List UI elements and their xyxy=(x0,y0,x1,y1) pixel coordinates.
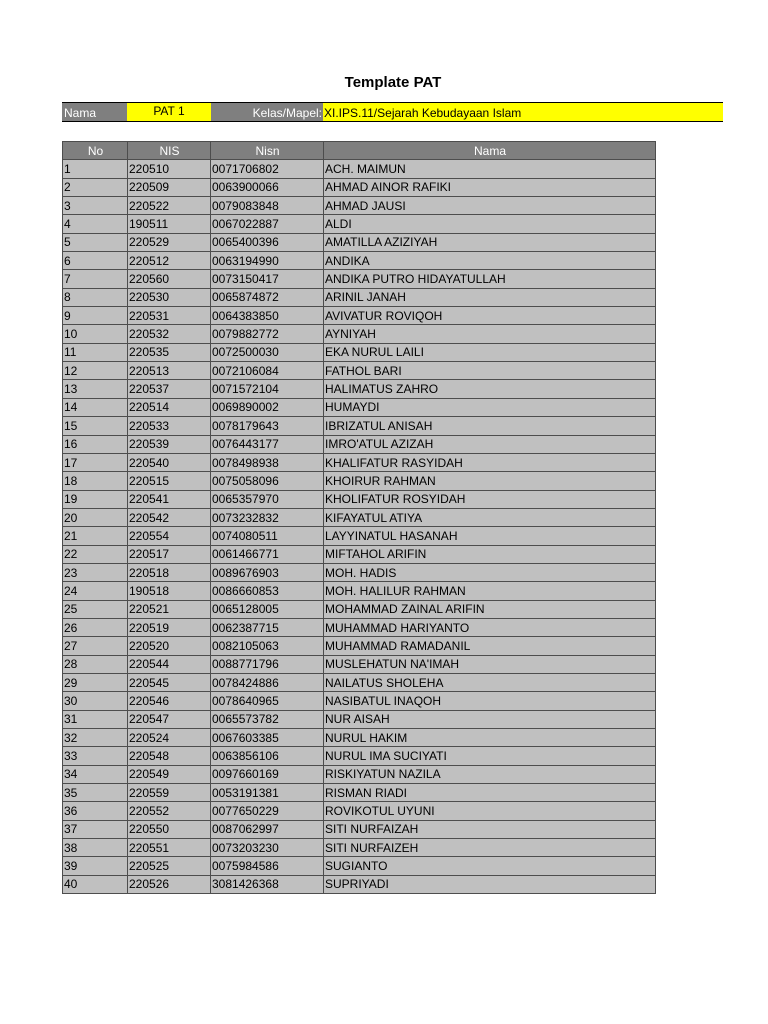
cell-nisn[interactable]: 0073232832 xyxy=(211,508,324,526)
cell-nis[interactable]: 220520 xyxy=(128,637,211,655)
cell-nama[interactable]: MOH. HALILUR RAHMAN xyxy=(324,582,656,600)
nama-label: Nama xyxy=(62,102,127,122)
cell-nama[interactable]: MOHAMMAD ZAINAL ARIFIN xyxy=(324,600,656,618)
cell-nisn[interactable]: 0073203230 xyxy=(211,839,324,857)
cell-nisn[interactable]: 0063900066 xyxy=(211,178,324,196)
cell-nama[interactable]: NAILATUS SHOLEHA xyxy=(324,673,656,691)
cell-nis[interactable]: 220541 xyxy=(128,490,211,508)
cell-no[interactable]: 32 xyxy=(63,729,128,747)
cell-no[interactable]: 6 xyxy=(63,252,128,270)
table-row xyxy=(63,765,656,783)
cell-nisn[interactable]: 0076443177 xyxy=(211,435,324,453)
header-nisn[interactable]: Nisn xyxy=(211,142,324,160)
cell-no[interactable]: 20 xyxy=(63,508,128,526)
cell-nis[interactable]: 190518 xyxy=(128,582,211,600)
cell-nis[interactable]: 220540 xyxy=(128,453,211,471)
cell-nama[interactable]: NUR AISAH xyxy=(324,710,656,728)
cell-nama[interactable]: MUHAMMAD RAMADANIL xyxy=(324,637,656,655)
cell-nama[interactable]: HALIMATUS ZAHRO xyxy=(324,380,656,398)
cell-nisn[interactable]: 0072106084 xyxy=(211,362,324,380)
cell-nama[interactable]: KHALIFATUR RASYIDAH xyxy=(324,453,656,471)
table-row xyxy=(63,618,656,636)
cell-nisn[interactable]: 0075984586 xyxy=(211,857,324,875)
cell-nis[interactable]: 220532 xyxy=(128,325,211,343)
cell-nis[interactable]: 220522 xyxy=(128,197,211,215)
student-table xyxy=(62,141,656,894)
cell-no[interactable]: 12 xyxy=(63,362,128,380)
table-row xyxy=(63,233,656,251)
table-row xyxy=(63,417,656,435)
cell-no[interactable]: 40 xyxy=(63,875,128,893)
cell-nama[interactable]: ANDIKA PUTRO HIDAYATULLAH xyxy=(324,270,656,288)
cell-nama[interactable]: RISMAN RIADI xyxy=(324,784,656,802)
cell-no[interactable]: 37 xyxy=(63,820,128,838)
cell-nis[interactable]: 220533 xyxy=(128,417,211,435)
cell-nama[interactable]: LAYYINATUL HASANAH xyxy=(324,527,656,545)
cell-no[interactable]: 13 xyxy=(63,380,128,398)
table-row xyxy=(63,435,656,453)
table-row xyxy=(63,582,656,600)
cell-nis[interactable]: 220546 xyxy=(128,692,211,710)
cell-no[interactable]: 28 xyxy=(63,655,128,673)
cell-nama[interactable]: IMRO'ATUL AZIZAH xyxy=(324,435,656,453)
cell-nis[interactable]: 220519 xyxy=(128,618,211,636)
cell-no[interactable]: 4 xyxy=(63,215,128,233)
cell-nisn[interactable]: 0071572104 xyxy=(211,380,324,398)
table-row xyxy=(63,784,656,802)
table-row xyxy=(63,508,656,526)
cell-nama[interactable]: AHMAD AINOR RAFIKI xyxy=(324,178,656,196)
cell-no[interactable]: 22 xyxy=(63,545,128,563)
cell-no[interactable]: 9 xyxy=(63,307,128,325)
table-row xyxy=(63,197,656,215)
cell-nama[interactable]: SITI NURFAIZEH xyxy=(324,839,656,857)
cell-nisn[interactable]: 0086660853 xyxy=(211,582,324,600)
cell-nisn[interactable]: 0078424886 xyxy=(211,673,324,691)
cell-nisn[interactable]: 0065357970 xyxy=(211,490,324,508)
cell-nis[interactable]: 220521 xyxy=(128,600,211,618)
cell-no[interactable]: 2 xyxy=(63,178,128,196)
cell-no[interactable]: 19 xyxy=(63,490,128,508)
cell-nisn[interactable]: 0065400396 xyxy=(211,233,324,251)
table-row xyxy=(63,527,656,545)
cell-nama[interactable]: SITI NURFAIZAH xyxy=(324,820,656,838)
table-row xyxy=(63,600,656,618)
cell-nis[interactable]: 220515 xyxy=(128,472,211,490)
table-row xyxy=(63,160,656,178)
cell-nisn[interactable]: 0077650229 xyxy=(211,802,324,820)
cell-nama[interactable]: ANDIKA xyxy=(324,252,656,270)
table-header-row xyxy=(63,142,656,160)
cell-nama[interactable]: KHOIRUR RAHMAN xyxy=(324,472,656,490)
cell-nisn[interactable]: 0078498938 xyxy=(211,453,324,471)
header-nama[interactable]: Nama xyxy=(324,142,656,160)
cell-nis[interactable]: 220542 xyxy=(128,508,211,526)
table-row xyxy=(63,673,656,691)
cell-nis[interactable]: 220559 xyxy=(128,784,211,802)
cell-no[interactable]: 11 xyxy=(63,343,128,361)
cell-nisn[interactable]: 3081426368 xyxy=(211,875,324,893)
cell-nis[interactable]: 220526 xyxy=(128,875,211,893)
table-row xyxy=(63,380,656,398)
cell-nisn[interactable]: 0067603385 xyxy=(211,729,324,747)
page-title: Template PAT xyxy=(344,74,442,91)
cell-nama[interactable]: RISKIYATUN NAZILA xyxy=(324,765,656,783)
cell-no[interactable]: 26 xyxy=(63,618,128,636)
cell-nama[interactable]: AHMAD JAUSI xyxy=(324,197,656,215)
cell-nama[interactable]: FATHOL BARI xyxy=(324,362,656,380)
cell-nama[interactable]: KHOLIFATUR ROSYIDAH xyxy=(324,490,656,508)
cell-nama[interactable]: ALDI xyxy=(324,215,656,233)
cell-nisn[interactable]: 0053191381 xyxy=(211,784,324,802)
cell-no[interactable]: 18 xyxy=(63,472,128,490)
cell-nisn[interactable]: 0071706802 xyxy=(211,160,324,178)
cell-nama[interactable]: ACH. MAIMUN xyxy=(324,160,656,178)
cell-nama[interactable]: HUMAYDI xyxy=(324,398,656,416)
table-row xyxy=(63,362,656,380)
cell-nisn[interactable]: 0073150417 xyxy=(211,270,324,288)
cell-nis[interactable]: 220548 xyxy=(128,747,211,765)
cell-nis[interactable]: 220525 xyxy=(128,857,211,875)
cell-nama[interactable]: MUHAMMAD HARIYANTO xyxy=(324,618,656,636)
cell-nisn[interactable]: 0069890002 xyxy=(211,398,324,416)
cell-no[interactable]: 33 xyxy=(63,747,128,765)
table-row xyxy=(63,270,656,288)
cell-nisn[interactable]: 0064383850 xyxy=(211,307,324,325)
cell-nis[interactable]: 220549 xyxy=(128,765,211,783)
cell-nama[interactable]: AMATILLA AZIZIYAH xyxy=(324,233,656,251)
cell-no[interactable]: 14 xyxy=(63,398,128,416)
table-row xyxy=(63,472,656,490)
cell-no[interactable]: 3 xyxy=(63,197,128,215)
cell-nama[interactable]: AYNIYAH xyxy=(324,325,656,343)
table-row xyxy=(63,655,656,673)
cell-nis[interactable]: 220535 xyxy=(128,343,211,361)
cell-no[interactable]: 35 xyxy=(63,784,128,802)
cell-no[interactable]: 38 xyxy=(63,839,128,857)
table-row xyxy=(63,398,656,416)
cell-nis[interactable]: 220537 xyxy=(128,380,211,398)
cell-nisn[interactable]: 0072500030 xyxy=(211,343,324,361)
cell-no[interactable]: 34 xyxy=(63,765,128,783)
kelas-mapel-value-cell[interactable]: XI.IPS.11/Sejarah Kebudayaan Islam xyxy=(323,102,723,122)
cell-no[interactable]: 10 xyxy=(63,325,128,343)
cell-no[interactable]: 27 xyxy=(63,637,128,655)
table-row xyxy=(63,343,656,361)
cell-nis[interactable]: 220509 xyxy=(128,178,211,196)
cell-nama[interactable]: AVIVATUR ROVIQOH xyxy=(324,307,656,325)
cell-no[interactable]: 24 xyxy=(63,582,128,600)
cell-nis[interactable]: 220554 xyxy=(128,527,211,545)
cell-no[interactable]: 16 xyxy=(63,435,128,453)
kelas-mapel-label: Kelas/Mapel: xyxy=(211,102,323,122)
cell-nama[interactable]: NURUL IMA SUCIYATI xyxy=(324,747,656,765)
cell-nisn[interactable]: 0088771796 xyxy=(211,655,324,673)
cell-nisn[interactable]: 0065128005 xyxy=(211,600,324,618)
cell-nama[interactable]: KIFAYATUL ATIYA xyxy=(324,508,656,526)
cell-nama[interactable]: NASIBATUL INAQOH xyxy=(324,692,656,710)
cell-nama[interactable]: MUSLEHATUN NA'IMAH xyxy=(324,655,656,673)
table-row xyxy=(63,325,656,343)
cell-nis[interactable]: 220547 xyxy=(128,710,211,728)
cell-nis[interactable]: 220551 xyxy=(128,839,211,857)
cell-nisn[interactable]: 0065573782 xyxy=(211,710,324,728)
cell-nisn[interactable]: 0061466771 xyxy=(211,545,324,563)
cell-nama[interactable]: MOH. HADIS xyxy=(324,563,656,581)
cell-nis[interactable]: 220560 xyxy=(128,270,211,288)
table-row xyxy=(63,692,656,710)
table-row xyxy=(63,252,656,270)
cell-nisn[interactable]: 0075058096 xyxy=(211,472,324,490)
table-row xyxy=(63,820,656,838)
cell-no[interactable]: 31 xyxy=(63,710,128,728)
cell-nis[interactable]: 220524 xyxy=(128,729,211,747)
cell-nisn[interactable]: 0063856106 xyxy=(211,747,324,765)
cell-nis[interactable]: 220545 xyxy=(128,673,211,691)
table-row xyxy=(63,545,656,563)
cell-nisn[interactable]: 0079083848 xyxy=(211,197,324,215)
cell-no[interactable]: 7 xyxy=(63,270,128,288)
cell-nisn[interactable]: 0082105063 xyxy=(211,637,324,655)
cell-nisn[interactable]: 0063194990 xyxy=(211,252,324,270)
cell-nisn[interactable]: 0089676903 xyxy=(211,563,324,581)
cell-nis[interactable]: 220530 xyxy=(128,288,211,306)
cell-no[interactable]: 25 xyxy=(63,600,128,618)
cell-nama[interactable]: EKA NURUL LAILI xyxy=(324,343,656,361)
cell-nama[interactable]: ROVIKOTUL UYUNI xyxy=(324,802,656,820)
cell-nis[interactable]: 220514 xyxy=(128,398,211,416)
cell-nis[interactable]: 220512 xyxy=(128,252,211,270)
cell-no[interactable]: 5 xyxy=(63,233,128,251)
cell-nisn[interactable]: 0078179643 xyxy=(211,417,324,435)
cell-nisn[interactable]: 0074080511 xyxy=(211,527,324,545)
table-row xyxy=(63,307,656,325)
table-row xyxy=(63,490,656,508)
table-row xyxy=(63,802,656,820)
cell-nis[interactable]: 220544 xyxy=(128,655,211,673)
table-row xyxy=(63,453,656,471)
cell-no[interactable]: 30 xyxy=(63,692,128,710)
cell-nama[interactable]: SUPRIYADI xyxy=(324,875,656,893)
cell-nis[interactable]: 220531 xyxy=(128,307,211,325)
cell-no[interactable]: 36 xyxy=(63,802,128,820)
table-row xyxy=(63,857,656,875)
cell-no[interactable]: 15 xyxy=(63,417,128,435)
table-row xyxy=(63,563,656,581)
cell-no[interactable]: 29 xyxy=(63,673,128,691)
cell-nisn[interactable]: 0087062997 xyxy=(211,820,324,838)
header-nis[interactable]: NIS xyxy=(128,142,211,160)
cell-nama[interactable]: ARINIL JANAH xyxy=(324,288,656,306)
cell-no[interactable]: 1 xyxy=(63,160,128,178)
nama-value-cell[interactable]: PAT 1 xyxy=(127,102,211,122)
cell-no[interactable]: 39 xyxy=(63,857,128,875)
cell-nis[interactable]: 220517 xyxy=(128,545,211,563)
cell-nisn[interactable]: 0078640965 xyxy=(211,692,324,710)
table-row xyxy=(63,637,656,655)
table-row xyxy=(63,178,656,196)
cell-nis[interactable]: 220518 xyxy=(128,563,211,581)
table-row xyxy=(63,288,656,306)
cell-nisn[interactable]: 0062387715 xyxy=(211,618,324,636)
cell-no[interactable]: 17 xyxy=(63,453,128,471)
cell-nis[interactable]: 220552 xyxy=(128,802,211,820)
table-body xyxy=(63,160,656,894)
cell-no[interactable]: 21 xyxy=(63,527,128,545)
table-row xyxy=(63,875,656,893)
cell-nisn[interactable]: 0079882772 xyxy=(211,325,324,343)
table-row xyxy=(63,747,656,765)
cell-nama[interactable]: NURUL HAKIM xyxy=(324,729,656,747)
cell-nis[interactable]: 220513 xyxy=(128,362,211,380)
cell-nisn[interactable]: 0065874872 xyxy=(211,288,324,306)
cell-nisn[interactable]: 0067022887 xyxy=(211,215,324,233)
cell-nis[interactable]: 220550 xyxy=(128,820,211,838)
cell-nama[interactable]: MIFTAHOL ARIFIN xyxy=(324,545,656,563)
cell-nama[interactable]: SUGIANTO xyxy=(324,857,656,875)
cell-nisn[interactable]: 0097660169 xyxy=(211,765,324,783)
cell-nis[interactable]: 190511 xyxy=(128,215,211,233)
cell-no[interactable]: 23 xyxy=(63,563,128,581)
cell-nama[interactable]: IBRIZATUL ANISAH xyxy=(324,417,656,435)
cell-nis[interactable]: 220529 xyxy=(128,233,211,251)
table-row xyxy=(63,215,656,233)
header-no[interactable]: No xyxy=(63,142,128,160)
cell-nis[interactable]: 220539 xyxy=(128,435,211,453)
cell-no[interactable]: 8 xyxy=(63,288,128,306)
table-row xyxy=(63,839,656,857)
cell-nis[interactable]: 220510 xyxy=(128,160,211,178)
table-row xyxy=(63,710,656,728)
table-row xyxy=(63,729,656,747)
